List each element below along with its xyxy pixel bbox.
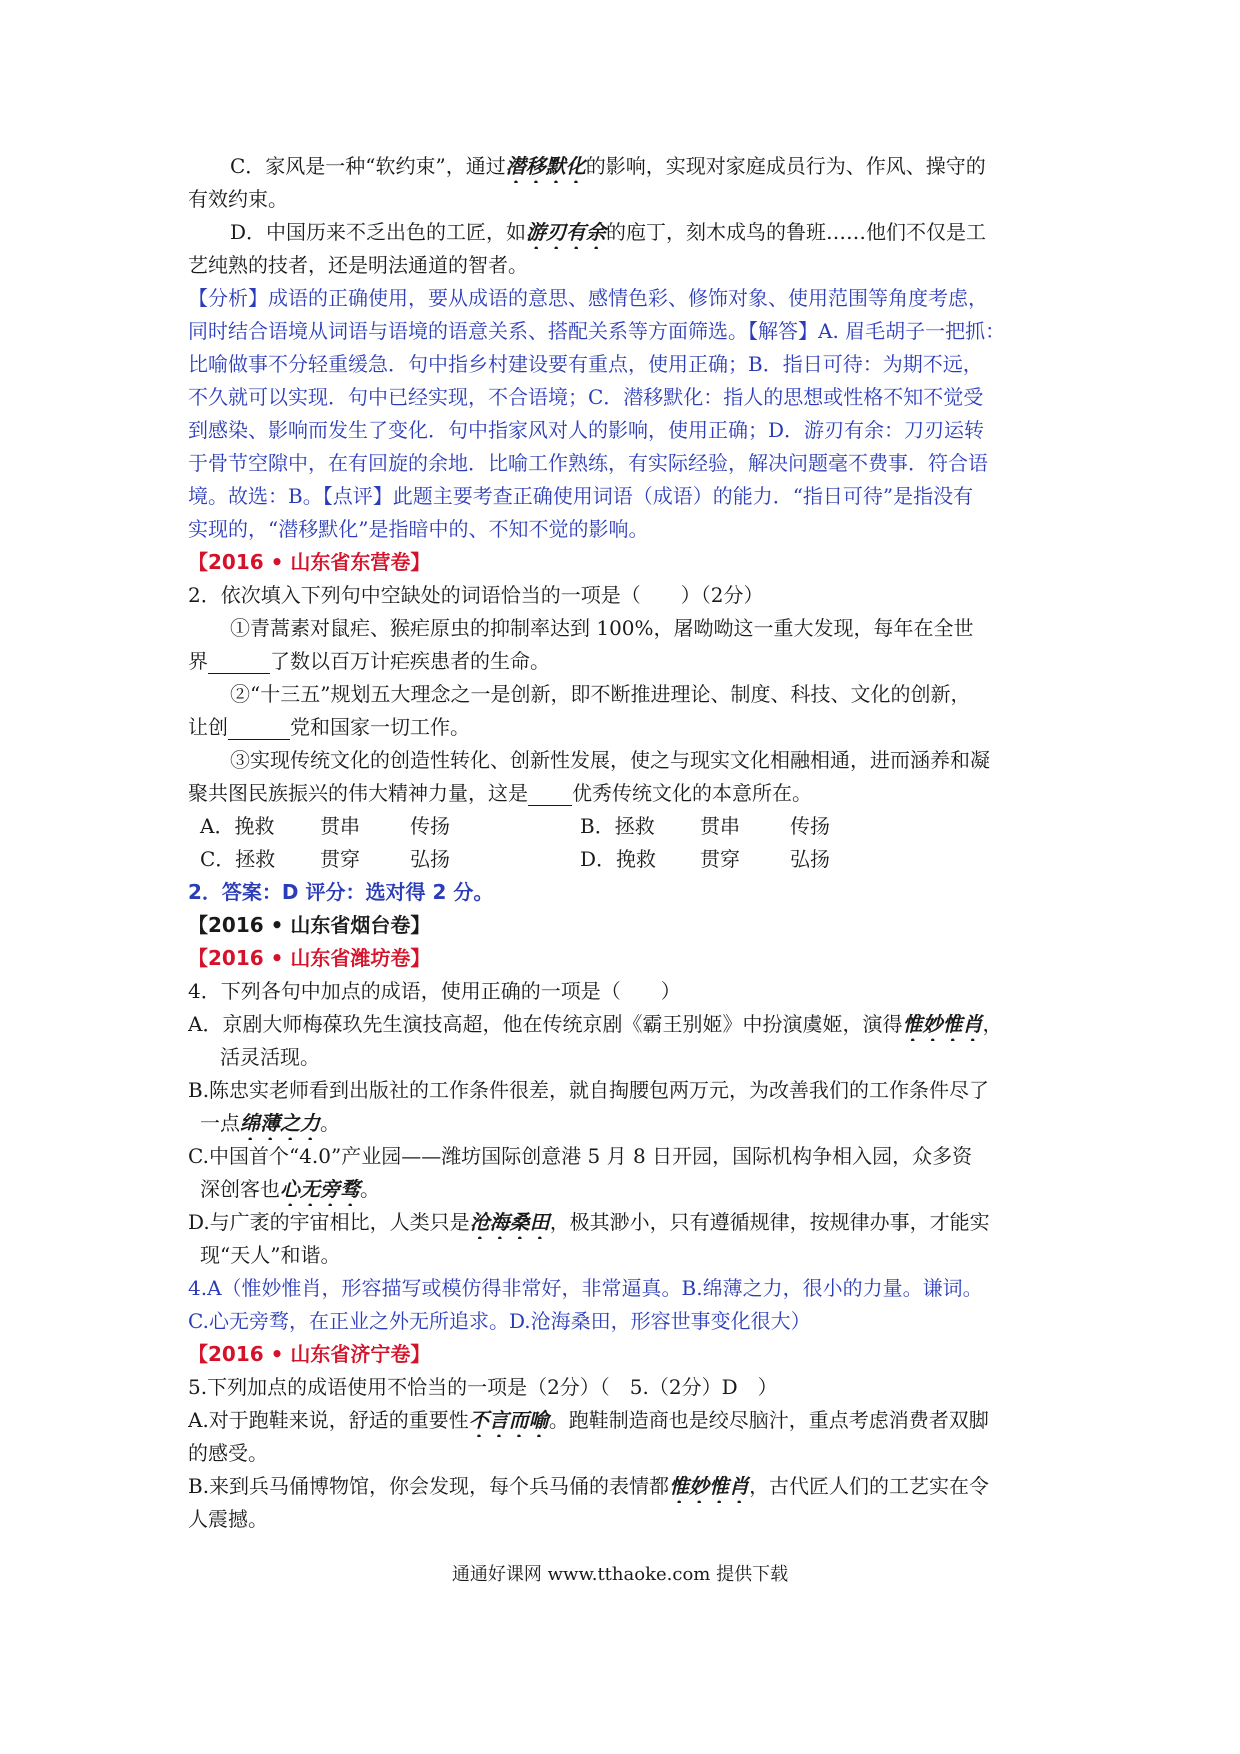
options-row-cd (188, 843, 1054, 876)
option-b-line2: 一点绵薄之力。 (200, 1111, 340, 1135)
fill-blank (528, 783, 572, 806)
idiom-emphasis: 惟妙惟肖 (669, 1474, 750, 1498)
question-5: 5.下列加点的成语使用不恰当的一项是（2分）（ 5.（2分）D ） (188, 1375, 778, 1399)
answer-2: 2．答案：D 评分：选对得 2 分。 (188, 880, 494, 904)
question-2: 2．依次填入下列句中空缺处的词语恰当的一项是（ ）（2分） (188, 583, 764, 607)
option-text: A．挽救 (200, 814, 275, 838)
option-a-line1: A．京剧大师梅葆玖先生演技高超，他在传统京剧《霸王别姬》中扮演虞姬，演得惟妙惟肖， (188, 1012, 1003, 1036)
option-a-line1: A.对于跑鞋来说，舒适的重要性不言而喻。跑鞋制造商也是绞尽脑汁，重点考虑消费者双脚 (188, 1408, 989, 1432)
answer-4-line1: 4.A（惟妙惟肖，形容描写或模仿得非常好，非常逼真。B.绵薄之力，很小的力量。谦词。 (188, 1276, 983, 1300)
analysis-line: 实现的，“潜移默化”是指暗中的、不知不觉的影响。 (188, 517, 649, 541)
option-text: 弘扬 (790, 847, 830, 871)
question-4: 4．下列各句中加点的成语，使用正确的一项是（ ） (188, 979, 681, 1003)
analysis-line: 不久就可以实现．句中已经实现，不合语境；C．潜移默化：指人的思想或性格不知不觉受 (188, 385, 984, 409)
option-d-line1: D．中国历来不乏出色的工匠，如游刃有余的庖丁，刻木成鸟的鲁班……他们不仅是工 (230, 220, 987, 244)
option-b-line1: B.陈忠实老师看到出版社的工作条件很差，就自掏腰包两万元，为改善我们的工作条件尽了 (188, 1078, 990, 1102)
section-header-dongying: 【2016 • 山东省东营卷】 (188, 550, 431, 574)
analysis-line: 到感染、影响而发生了变化．句中指家风对人的影响，使用正确；D．游刃有余：刀刃运转 (188, 418, 985, 442)
sentence-2-line1: ②“十三五”规划五大理念之一是创新，即不断推进理论、制度、科技、文化的创新， (230, 682, 971, 706)
option-a-line2: 的感受。 (188, 1441, 268, 1465)
fill-blank (228, 717, 290, 740)
option-a-line2: 活灵活现。 (220, 1045, 320, 1069)
sentence-1-line2: 界 了数以百万计疟疾患者的生命。 (188, 649, 550, 673)
sentence-2-line2: 让创 党和国家一切工作。 (188, 715, 470, 739)
sentence-3-line1: ③实现传统文化的创造性转化、创新性发展，使之与现实文化相融相通，进而涵养和凝 (230, 748, 990, 772)
fill-blank (208, 651, 270, 674)
idiom-emphasis: 惟妙惟肖 (902, 1012, 983, 1036)
option-b-line2: 人震撼。 (188, 1507, 268, 1531)
idiom-emphasis: 潜移默化 (505, 154, 586, 178)
option-text: 传扬 (410, 814, 450, 838)
option-c-line1: C．家风是一种“软约束”，通过潜移默化的影响，实现对家庭成员行为、作风、操守的 (230, 154, 986, 178)
answer-4-line2: C.心无旁骛，在正业之外无所追求。D.沧海桑田，形容世事变化很大） (188, 1309, 811, 1333)
option-d-line2: 艺纯熟的技者，还是明法通道的智者。 (188, 253, 528, 277)
option-c-line2: 有效约束。 (188, 187, 288, 211)
analysis-line: 比喻做事不分轻重缓急．句中指乡村建设要有重点，使用正确；B．指日可待：为期不远， (188, 352, 983, 376)
analysis-line: 境。故选：B。【点评】此题主要考查正确使用词语（成语）的能力．“指日可待”是指没有 (188, 484, 974, 508)
document-body (188, 150, 1054, 1536)
analysis-line: 于骨节空隙中，在有回旋的余地．比喻工作熟练，有实际经验，解决问题毫不费事．符合语 (188, 451, 988, 475)
idiom-emphasis: 绵薄之力 (240, 1111, 320, 1135)
options-row-ab (188, 810, 1054, 843)
option-d-line1: D.与广袤的宇宙相比，人类只是沧海桑田，极其渺小，只有遵循规律，按规律办事，才能实 (188, 1210, 990, 1234)
option-text: 贯串 (700, 814, 740, 838)
option-text: 贯串 (320, 814, 360, 838)
option-text: 贯穿 (320, 847, 360, 871)
idiom-emphasis: 游刃有余 (526, 220, 607, 244)
option-text: 贯穿 (700, 847, 740, 871)
option-text: B．拯救 (580, 814, 655, 838)
section-header-weifang: 【2016 • 山东省潍坊卷】 (188, 946, 431, 970)
option-b-line1: B.来到兵马俑博物馆，你会发现，每个兵马俑的表情都惟妙惟肖，古代匠人们的工艺实在令 (188, 1474, 990, 1498)
option-text: 弘扬 (410, 847, 450, 871)
option-c-line2: 深创客也心无旁骛。 (200, 1177, 380, 1201)
option-text: C．拯救 (200, 847, 276, 871)
option-text: D．挽救 (580, 847, 657, 871)
page-footer: 通通好课网 www.tthaoke.com 提供下载 (451, 1564, 789, 1585)
option-text: 传扬 (790, 814, 830, 838)
sentence-3-line2: 聚共图民族振兴的伟大精神力量，这是 优秀传统文化的本意所在。 (188, 781, 812, 805)
analysis-line: 同时结合语境从词语与语境的语意关系、搭配关系等方面筛选。【解答】A. 眉毛胡子一把抓： (188, 319, 1006, 343)
section-header-yantai: 【2016 • 山东省烟台卷】 (188, 913, 431, 937)
option-c-line1: C.中国首个“4.0”产业园——潍坊国际创意港 5 月 8 日开园，国际机构争相入园，众多资 (188, 1144, 973, 1168)
section-header-jining: 【2016 • 山东省济宁卷】 (188, 1342, 431, 1366)
idiom-emphasis: 不言而喻 (468, 1408, 549, 1432)
idiom-emphasis: 心无旁骛 (280, 1177, 360, 1201)
sentence-1-line1: ①青蒿素对鼠疟、猴疟原虫的抑制率达到 100%，屠呦呦这一重大发现，每年在全世 (230, 616, 974, 640)
analysis-line: 【分析】成语的正确使用，要从成语的意思、感情色彩、修饰对象、使用范围等角度考虑， (188, 286, 988, 310)
idiom-emphasis: 沧海桑田 (469, 1210, 550, 1234)
option-d-line2: 现“天人”和谐。 (200, 1243, 341, 1267)
